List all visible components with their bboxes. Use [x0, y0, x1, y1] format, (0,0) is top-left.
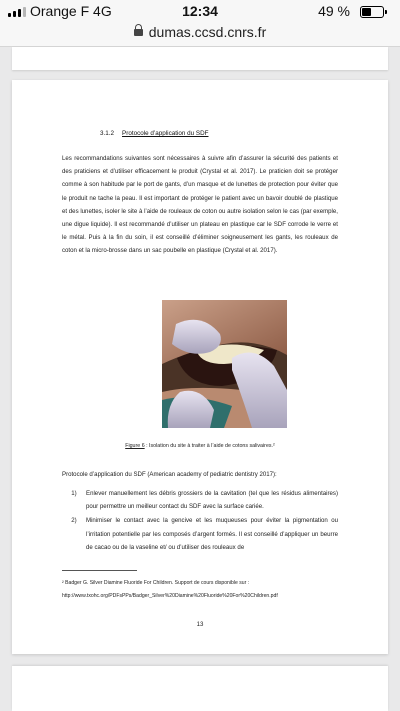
protocol-title: Protocole d’application du SDF (American academy of pediatric dentistry 2017): — [62, 471, 277, 478]
list-item-text: Enlever manuellement les débris grossiers de la cavitation (tel que les résidus alimentaires) pour permettre un meilleur contact du SDF avec la surface cariée. — [86, 490, 338, 511]
footnote-citation: ² Badger G. Silver Diamine Fluoride For Children. Support de cours disponible sur : — [62, 580, 250, 586]
footnote — [62, 577, 352, 602]
url-text: dumas.ccsd.cnrs.fr — [148, 24, 267, 40]
clock: 12:34 — [182, 3, 218, 19]
pdf-page — [12, 80, 388, 654]
figure-photo — [162, 300, 287, 428]
figure-label: Figure 6 — [125, 443, 145, 449]
status-bar — [0, 0, 400, 24]
body-paragraph: Les recommandations suivantes sont nécessaires à suivre afin d’assurer la sécurité des patients et des praticiens et d’utiliser efficacement le produit (Crystal et al. 2017). Le praticien doit se protéger comme à son habitude par le port de gants, d’un masque et de lunettes de protection pour éviter que le produit ne tache la peau. Il est important de protéger le patient avec un bavoir doublé de plastique et des lunettes, isoler le site à l’aide de rouleaux de coton ou autre isolation selon le cas (par exemple, une digue liquide). Il est recommandé d’utiliser un plateau en plastique car le SDF corrode le verre et le métal. Puis à la fin du soin, il est conseillé d’éliminer soigneusement les gants, les rouleaux de coton et la micro-brosse dans un sac poubelle en plastique (Crystal et al. 2017). — [62, 155, 338, 255]
list-item — [62, 514, 338, 554]
figure-caption — [12, 443, 388, 449]
protocol-list — [62, 487, 338, 555]
next-page — [12, 666, 388, 711]
figure-caption-text: : Isolation du site à traiter à l’aide de cotons salivaires.² — [144, 443, 275, 449]
section-title: Protocole d’application du SDF — [122, 130, 209, 137]
list-item — [62, 487, 338, 513]
battery-icon — [360, 6, 384, 18]
address-bar[interactable] — [0, 24, 400, 46]
list-item-text: Minimiser le contact avec la gencive et les muqueuses pour éviter la pigmentation ou l’irritation potentielle par les composés d’argent formés. Il est conseillé d’appliquer un beurre de cacao ou de la vaseline et/ ou d’utiliser des rouleaux de — [86, 517, 338, 551]
section-heading — [100, 130, 208, 137]
lock-icon — [134, 29, 143, 36]
footnote-link[interactable]: http://www.txohc.org/PDFsPPs/Badger_Silver%20Diamine%20Fluoride%20For%20Children.pdf — [62, 592, 278, 599]
carrier-label: Orange F 4G — [30, 3, 112, 19]
list-item-number: 2) — [71, 517, 77, 525]
previous-page — [12, 47, 388, 70]
page-number: 13 — [196, 621, 204, 628]
footnote-divider — [62, 570, 137, 571]
list-item-number: 1) — [71, 490, 77, 497]
section-number: 3.1.2 — [100, 130, 115, 137]
battery-percent: 49 % — [318, 3, 350, 19]
